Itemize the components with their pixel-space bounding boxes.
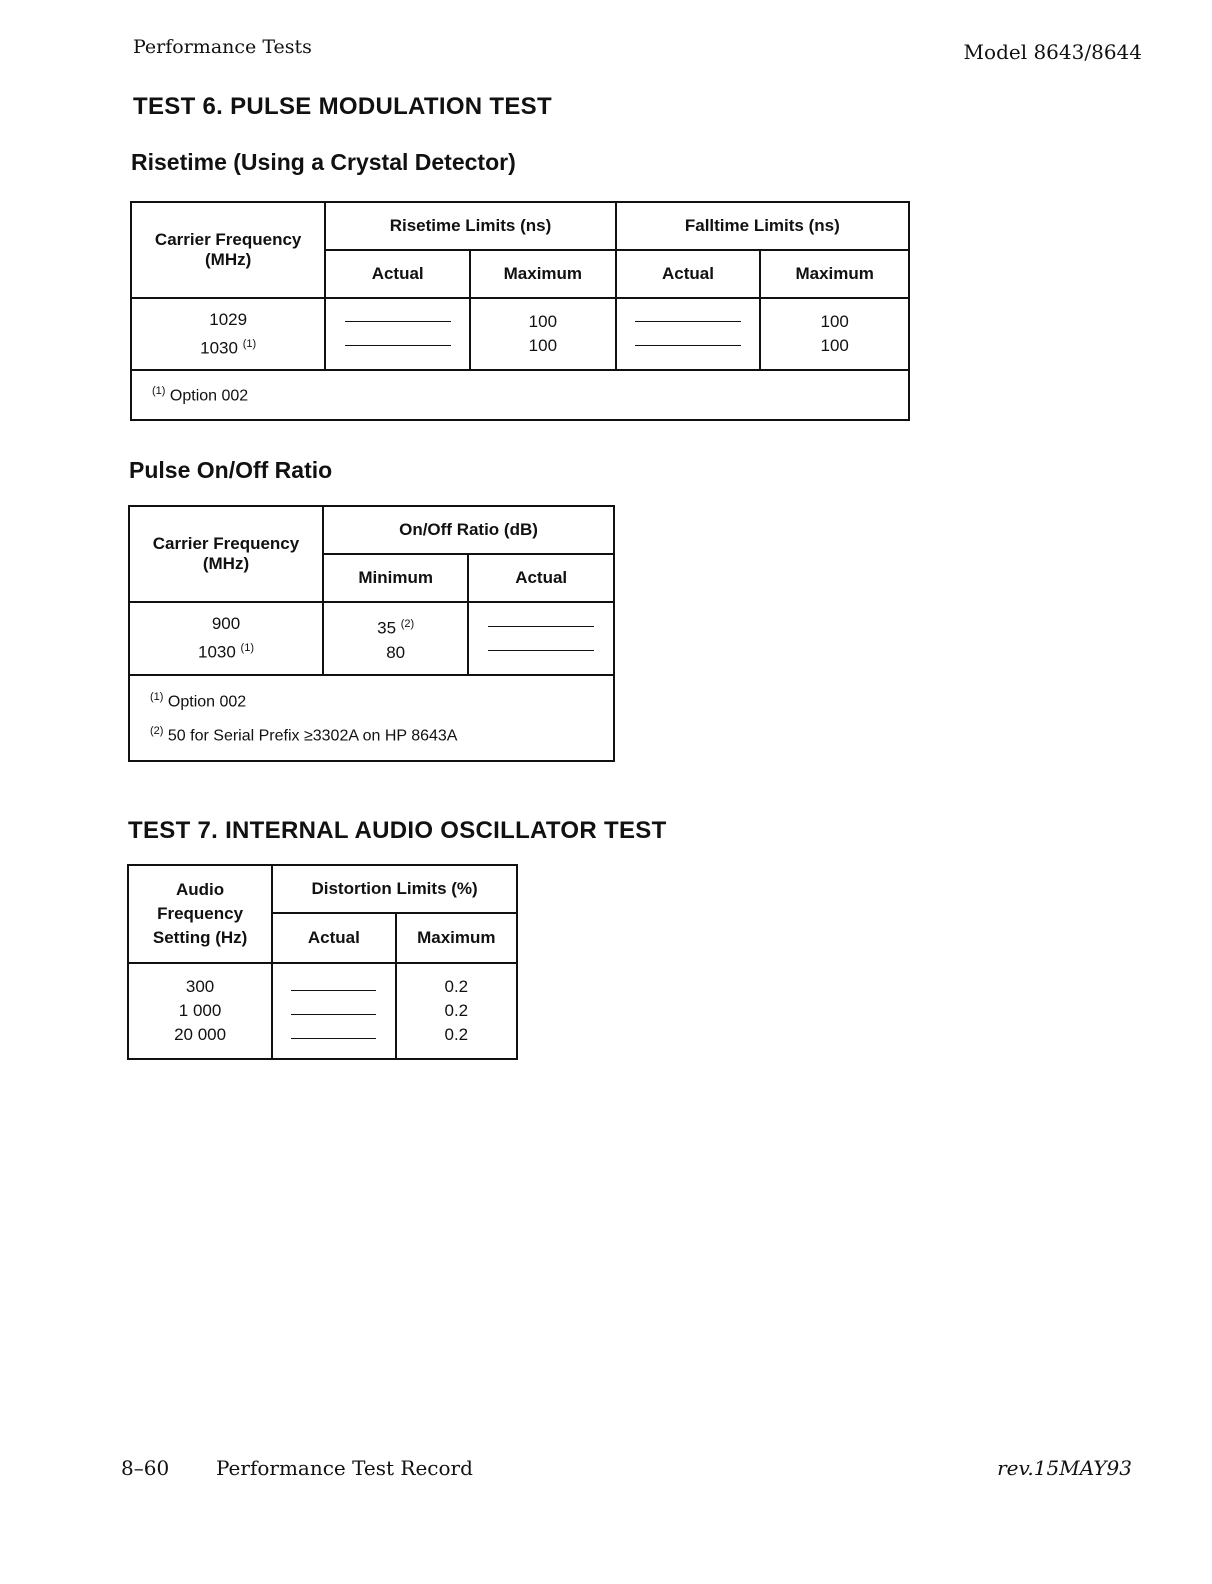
page-number: 8–60 [121, 1456, 170, 1480]
onoff-minimum-values: 35 $^{(2)}$ 80 [323, 602, 468, 675]
table-row: 1029 [209, 309, 248, 329]
fall-actual-header: Actual [616, 250, 761, 298]
risetime-footnote: $^{(1)}$ Option 002 [131, 370, 909, 420]
table-row: 300 [185, 977, 215, 996]
table-row: 1030 $^{(1)}$ [200, 337, 257, 358]
onoff-footnotes: $^{(1)}$ Option 002 $^{(2)}$ 50 for Serial Prefix ≥3302A on HP 8643A [129, 675, 614, 761]
maximum-header: Maximum [396, 913, 517, 963]
table-row: 1 000 [178, 1001, 222, 1020]
risetime-frequency-cell [131, 298, 325, 370]
blank-entry-line [635, 334, 741, 346]
blank-entry-line [488, 615, 594, 627]
rise-maximum-values: 100 100 [470, 298, 616, 370]
fall-maximum-header: Maximum [760, 250, 909, 298]
test6-title: TEST 6. PULSE MODULATION TEST [133, 93, 552, 120]
carrier-frequency-header: Carrier Frequency (MHz) [131, 202, 325, 298]
blank-entry-line [345, 310, 451, 322]
distortion-limits-header: Distortion Limits (%) [272, 865, 517, 913]
onoff-frequency-cell [129, 602, 323, 675]
table-row: 1030 $^{(1)}$ [197, 642, 254, 662]
onoff-ratio-header: On/Off Ratio (dB) [323, 506, 614, 554]
risetime-limits-header: Risetime Limits (ns) [325, 202, 615, 250]
falltime-limits-header: Falltime Limits (ns) [616, 202, 909, 250]
audio-frequency-header: Audio Frequency Setting (Hz) [128, 865, 272, 963]
rise-actual-header: Actual [325, 250, 470, 298]
table-row: 20 000 [174, 1025, 227, 1044]
onoff-actual-entry [468, 602, 614, 675]
fall-actual-entry [616, 298, 761, 370]
carrier-frequency-header: Carrier Frequency (MHz) [129, 506, 323, 602]
test7-title: TEST 7. INTERNAL AUDIO OSCILLATOR TEST [128, 817, 667, 844]
running-header-section: Performance Tests [133, 36, 312, 58]
blank-entry-line [291, 1027, 376, 1039]
blank-entry-line [345, 334, 451, 346]
table-row: 900 [211, 614, 241, 634]
distortion-maximum-values: 0.2 0.2 0.2 [396, 963, 517, 1059]
fall-maximum-values: 100 100 [760, 298, 909, 370]
rise-actual-entry [325, 298, 470, 370]
risetime-title: Risetime (Using a Crystal Detector) [131, 149, 516, 175]
audio-frequency-values [128, 963, 272, 1059]
running-header-model: Model 8643/8644 [963, 40, 1142, 64]
footer-title: Performance Test Record [216, 1456, 473, 1480]
actual-header: Actual [468, 554, 614, 602]
distortion-actual-entry [272, 963, 395, 1059]
minimum-header: Minimum [323, 554, 468, 602]
audio-oscillator-table [127, 864, 518, 1060]
blank-entry-line [635, 310, 741, 322]
blank-entry-line [488, 639, 594, 651]
revision-date: rev.15MAY93 [997, 1456, 1132, 1480]
rise-maximum-header: Maximum [470, 250, 616, 298]
blank-entry-line [291, 1003, 376, 1015]
actual-header: Actual [272, 913, 395, 963]
onoff-table [128, 505, 615, 762]
risetime-table [130, 201, 910, 421]
onoff-title: Pulse On/Off Ratio [129, 457, 333, 483]
blank-entry-line [291, 979, 376, 991]
